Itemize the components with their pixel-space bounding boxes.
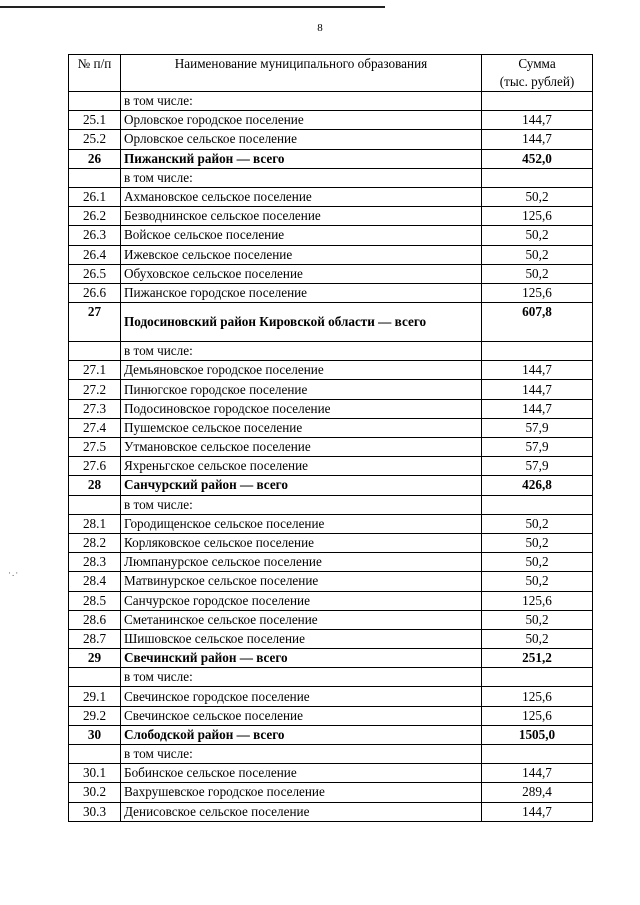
table-row [69, 514, 593, 533]
row-sum-cell: 144,7 [482, 361, 593, 380]
row-sum-cell: 125,6 [482, 207, 593, 226]
row-num-cell: 28.5 [69, 591, 121, 610]
table-row [69, 745, 593, 764]
row-name-cell: Пушемское сельское поселение [121, 418, 482, 437]
row-name-cell: Орловское сельское поселение [121, 130, 482, 149]
table-row [69, 591, 593, 610]
row-num-cell: 26.1 [69, 187, 121, 206]
row-num-cell: 30.2 [69, 783, 121, 802]
table-row [69, 149, 593, 168]
row-num-cell: 26.4 [69, 245, 121, 264]
row-sum-cell: 144,7 [482, 380, 593, 399]
table-row [69, 245, 593, 264]
table-row [69, 802, 593, 821]
row-name-cell: Свечинское городское поселение [121, 687, 482, 706]
row-num-cell: 30.1 [69, 764, 121, 783]
row-sum-cell: 144,7 [482, 802, 593, 821]
row-sum-cell [482, 745, 593, 764]
row-num-cell [69, 168, 121, 187]
row-num-cell: 28.3 [69, 553, 121, 572]
table-header-row [69, 55, 593, 92]
row-sum-cell: 50,2 [482, 572, 593, 591]
row-num-cell: 28.6 [69, 610, 121, 629]
row-num-cell: 26.6 [69, 283, 121, 302]
row-num-cell: 28.2 [69, 533, 121, 552]
table-row [69, 130, 593, 149]
row-sum-cell [482, 668, 593, 687]
table-row [69, 553, 593, 572]
row-sum-cell [482, 92, 593, 111]
table-row [69, 610, 593, 629]
row-sum-cell: 125,6 [482, 687, 593, 706]
row-name-cell: Шишовское сельское поселение [121, 629, 482, 648]
row-name-cell: Подосиновское городское поселение [121, 399, 482, 418]
row-num-cell: 27.3 [69, 399, 121, 418]
row-sum-cell: 125,6 [482, 591, 593, 610]
row-name-cell: Пижанское городское поселение [121, 283, 482, 302]
row-num-cell: 28 [69, 476, 121, 495]
row-name-cell: в том числе: [121, 495, 482, 514]
row-sum-cell: 50,2 [482, 514, 593, 533]
row-name-cell: в том числе: [121, 668, 482, 687]
row-sum-cell: 50,2 [482, 187, 593, 206]
row-sum-cell: 125,6 [482, 283, 593, 302]
row-name-cell: Войское сельское поселение [121, 226, 482, 245]
table-row [69, 476, 593, 495]
row-num-cell: 26.3 [69, 226, 121, 245]
table-row [69, 725, 593, 744]
row-name-cell: Орловское городское поселение [121, 111, 482, 130]
row-num-cell: 27.1 [69, 361, 121, 380]
row-name-cell: Слободской район — всего [121, 725, 482, 744]
row-num-cell [69, 92, 121, 111]
table-row [69, 207, 593, 226]
table-row [69, 572, 593, 591]
row-sum-cell: 144,7 [482, 111, 593, 130]
row-name-cell: Ахмановское сельское поселение [121, 187, 482, 206]
row-sum-cell [482, 168, 593, 187]
table-row [69, 706, 593, 725]
table-row [69, 783, 593, 802]
row-name-cell: в том числе: [121, 168, 482, 187]
table-row [69, 668, 593, 687]
row-num-cell: 30 [69, 725, 121, 744]
row-name-cell: в том числе: [121, 92, 482, 111]
table-row [69, 92, 593, 111]
row-num-cell: 26.2 [69, 207, 121, 226]
row-sum-cell: 50,2 [482, 245, 593, 264]
row-num-cell: 29 [69, 649, 121, 668]
row-name-cell: Свечинское сельское поселение [121, 706, 482, 725]
table-row [69, 764, 593, 783]
table-row [69, 342, 593, 361]
header-sum-line1: Сумма [518, 56, 556, 71]
row-num-cell: 30.3 [69, 802, 121, 821]
row-sum-cell: 50,2 [482, 629, 593, 648]
row-sum-cell: 452,0 [482, 149, 593, 168]
row-sum-cell: 607,8 [482, 303, 593, 342]
row-name-cell: Утмановское сельское поселение [121, 438, 482, 457]
row-sum-cell: 426,8 [482, 476, 593, 495]
row-sum-cell: 50,2 [482, 553, 593, 572]
table-row [69, 111, 593, 130]
row-sum-cell: 125,6 [482, 706, 593, 725]
table-row [69, 187, 593, 206]
row-sum-cell: 57,9 [482, 457, 593, 476]
table-row [69, 283, 593, 302]
row-sum-cell: 289,4 [482, 783, 593, 802]
table-row [69, 457, 593, 476]
row-sum-cell: 251,2 [482, 649, 593, 668]
header-sum [482, 55, 593, 92]
row-name-cell: Корляковское сельское поселение [121, 533, 482, 552]
allocation-table [68, 54, 593, 822]
table-row [69, 649, 593, 668]
row-sum-cell: 50,2 [482, 610, 593, 629]
row-num-cell: 28.1 [69, 514, 121, 533]
row-sum-cell: 50,2 [482, 226, 593, 245]
row-num-cell: 26.5 [69, 264, 121, 283]
table-row [69, 399, 593, 418]
row-num-cell: 28.4 [69, 572, 121, 591]
row-name-cell: Городищенское сельское поселение [121, 514, 482, 533]
row-sum-cell: 144,7 [482, 130, 593, 149]
row-num-cell: 29.2 [69, 706, 121, 725]
row-num-cell [69, 495, 121, 514]
row-num-cell [69, 668, 121, 687]
row-name-cell: Яхреньгское сельское поселение [121, 457, 482, 476]
row-num-cell: 27.2 [69, 380, 121, 399]
row-name-cell: Безводнинское сельское поселение [121, 207, 482, 226]
row-num-cell: 29.1 [69, 687, 121, 706]
table-row [69, 418, 593, 437]
row-name-cell: Пинюгское городское поселение [121, 380, 482, 399]
top-rule [0, 6, 385, 8]
row-num-cell [69, 342, 121, 361]
table-row [69, 629, 593, 648]
header-num: № п/п [69, 55, 121, 92]
margin-mark: ·.· [8, 568, 20, 578]
row-name-cell: Сметанинское сельское поселение [121, 610, 482, 629]
row-name-cell: Бобинское сельское поселение [121, 764, 482, 783]
row-name-cell: Денисовское сельское поселение [121, 802, 482, 821]
row-name-cell: Матвинурское сельское поселение [121, 572, 482, 591]
row-name-cell: Демьяновское городское поселение [121, 361, 482, 380]
table-row [69, 533, 593, 552]
table-row [69, 687, 593, 706]
row-sum-cell [482, 495, 593, 514]
table-row [69, 438, 593, 457]
table-row [69, 168, 593, 187]
row-sum-cell: 144,7 [482, 399, 593, 418]
row-name-cell: Подосиновский район Кировской области — всего [121, 303, 482, 342]
row-name-cell: Ижевское сельское поселение [121, 245, 482, 264]
row-sum-cell [482, 342, 593, 361]
row-name-cell: в том числе: [121, 342, 482, 361]
table-row [69, 303, 593, 342]
table-row [69, 495, 593, 514]
row-name-cell: в том числе: [121, 745, 482, 764]
row-sum-cell: 50,2 [482, 264, 593, 283]
table-row [69, 361, 593, 380]
header-name: Наименование муниципального образования [121, 55, 482, 92]
row-name-cell: Свечинский район — всего [121, 649, 482, 668]
row-sum-cell: 144,7 [482, 764, 593, 783]
row-num-cell [69, 745, 121, 764]
row-num-cell: 26 [69, 149, 121, 168]
row-num-cell: 25.2 [69, 130, 121, 149]
row-num-cell: 27.6 [69, 457, 121, 476]
row-sum-cell: 57,9 [482, 418, 593, 437]
row-name-cell: Вахрушевское городское поселение [121, 783, 482, 802]
row-num-cell: 27.4 [69, 418, 121, 437]
table-row [69, 380, 593, 399]
row-num-cell: 27.5 [69, 438, 121, 457]
table-row [69, 226, 593, 245]
row-name-cell: Санчурское городское поселение [121, 591, 482, 610]
header-sum-line2: (тыс. рублей) [499, 74, 575, 89]
row-sum-cell: 1505,0 [482, 725, 593, 744]
row-name-cell: Санчурский район — всего [121, 476, 482, 495]
table-row [69, 264, 593, 283]
row-name-cell: Пижанский район — всего [121, 149, 482, 168]
row-num-cell: 27 [69, 303, 121, 342]
row-sum-cell: 50,2 [482, 533, 593, 552]
row-sum-cell: 57,9 [482, 438, 593, 457]
row-num-cell: 25.1 [69, 111, 121, 130]
row-num-cell: 28.7 [69, 629, 121, 648]
row-name-cell: Люмпанурское сельское поселение [121, 553, 482, 572]
row-name-cell: Обуховское сельское поселение [121, 264, 482, 283]
page-number: 8 [317, 22, 323, 34]
